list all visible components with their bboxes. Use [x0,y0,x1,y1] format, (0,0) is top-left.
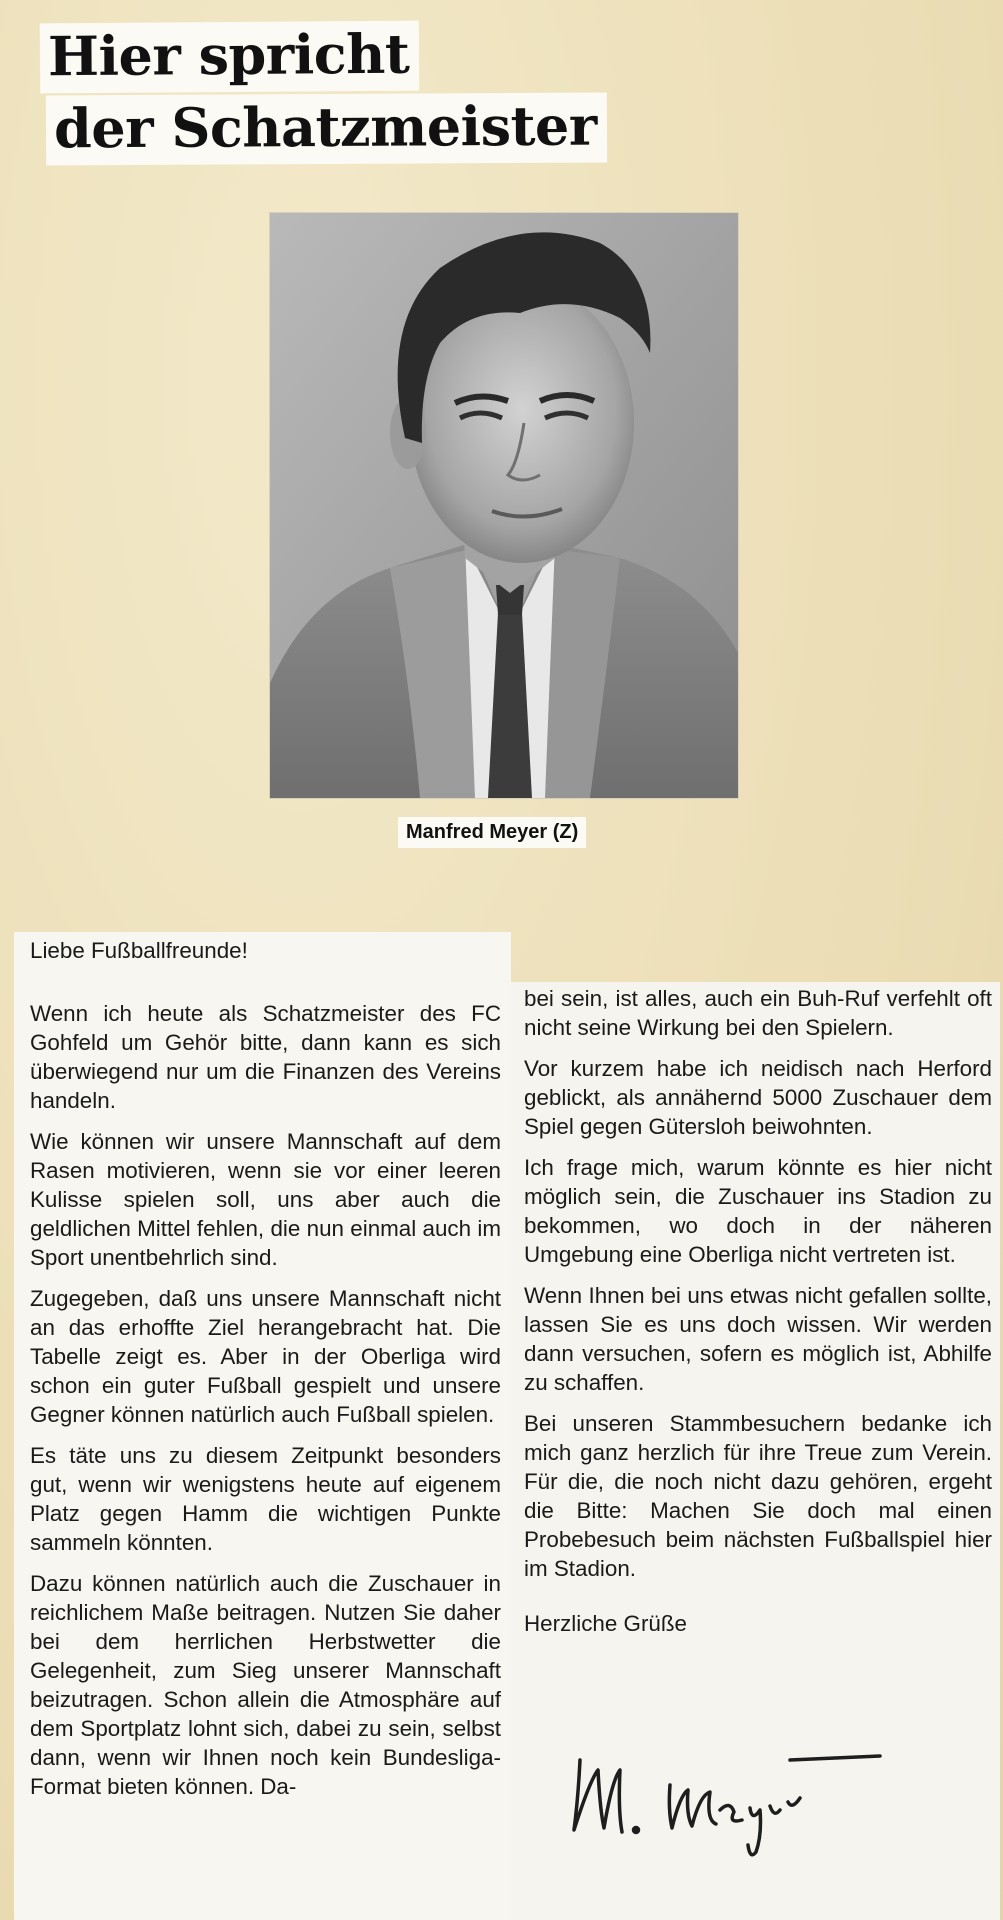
article-paragraph: Ich frage mich, warum könnte es hier nicht möglich sein, die Zuschauer ins Stadion zu bekommen, wo doch in der näheren Umgebung eine Oberliga nicht vertreten ist. [524,1155,992,1267]
article-paragraph: Es täte uns zu diesem Zeitpunkt besonders gut, wenn wir wenigstens heute auf eigenem Platz gegen Hamm die wichtigen Punkte sammeln könnten. [30,1443,501,1555]
article-paragraph: Wenn ich heute als Schatzmeister des FC Gohfeld um Gehör bitte, dann kann es sich überwiegend nur um die Finanzen des Vereins handeln. [30,1001,501,1113]
article-paragraph: Vor kurzem habe ich neidisch nach Herford geblickt, als annähernd 5000 Zuschauer dem Spiel gegen Gütersloh beiwohnten. [524,1056,992,1139]
handwritten-signature [560,1740,920,1865]
article-closing: Herzliche Grüße [524,1611,687,1636]
article-paragraph: Zugegeben, daß uns unsere Mannschaft nicht an das erhoffte Ziel herangebracht hat. Die Tabelle zeigt es. Aber in der Oberliga wird schon ein guter Fußball gespielt und unsere Gegner können natürlich auch Fußball spielen. [30,1286,501,1427]
article-paragraph: Dazu können natürlich auch die Zuschauer in reichlichem Maße beitragen. Nutzen Sie daher bei dem herrlichen Herbstwetter die Gelegenheit, zum Sieg unserer Mannschaft beizutragen. Schon allein die Atmosphäre auf dem Sportplatz lohnt sich, dabei zu sein, selbst dann, wenn wir Ihnen noch kein Bundesliga-Format bieten können. Da- [30,1571,501,1799]
photo-caption: Manfred Meyer (Z) [398,817,586,848]
article-paragraph: Bei unseren Stammbesuchern bedanke ich mich ganz herzlich für ihre Treue zum Verein. Für die, die noch nicht dazu gehören, ergeht die Bitte: Machen Sie doch mal einen Probebesuch beim nächsten Fußballspiel hier im Stadion. [524,1411,992,1581]
article-column-left [14,932,511,1920]
portrait-photo [270,213,738,798]
article-greeting: Liebe Fußballfreunde! [30,938,248,963]
headline-line-1: Hier spricht [40,21,420,94]
headline-line-2: der Schatzmeister [46,93,607,166]
article-paragraph: bei sein, ist alles, auch ein Buh-Ruf verfehlt oft nicht seine Wirkung bei den Spielern. [524,986,992,1040]
article-paragraph: Wenn Ihnen bei uns etwas nicht gefallen sollte, lassen Sie es uns doch wissen. Wir werden dann versuchen, sofern es möglich ist, Abhilfe zu schaffen. [524,1283,992,1395]
article-paragraph: Wie können wir unsere Mannschaft auf dem Rasen motivieren, wenn sie vor einer leeren Kulisse spielen soll, uns aber auch die geldlichen Mittel fehlen, die nun einmal auch im Sport unentbehrlich sind. [30,1129,501,1270]
